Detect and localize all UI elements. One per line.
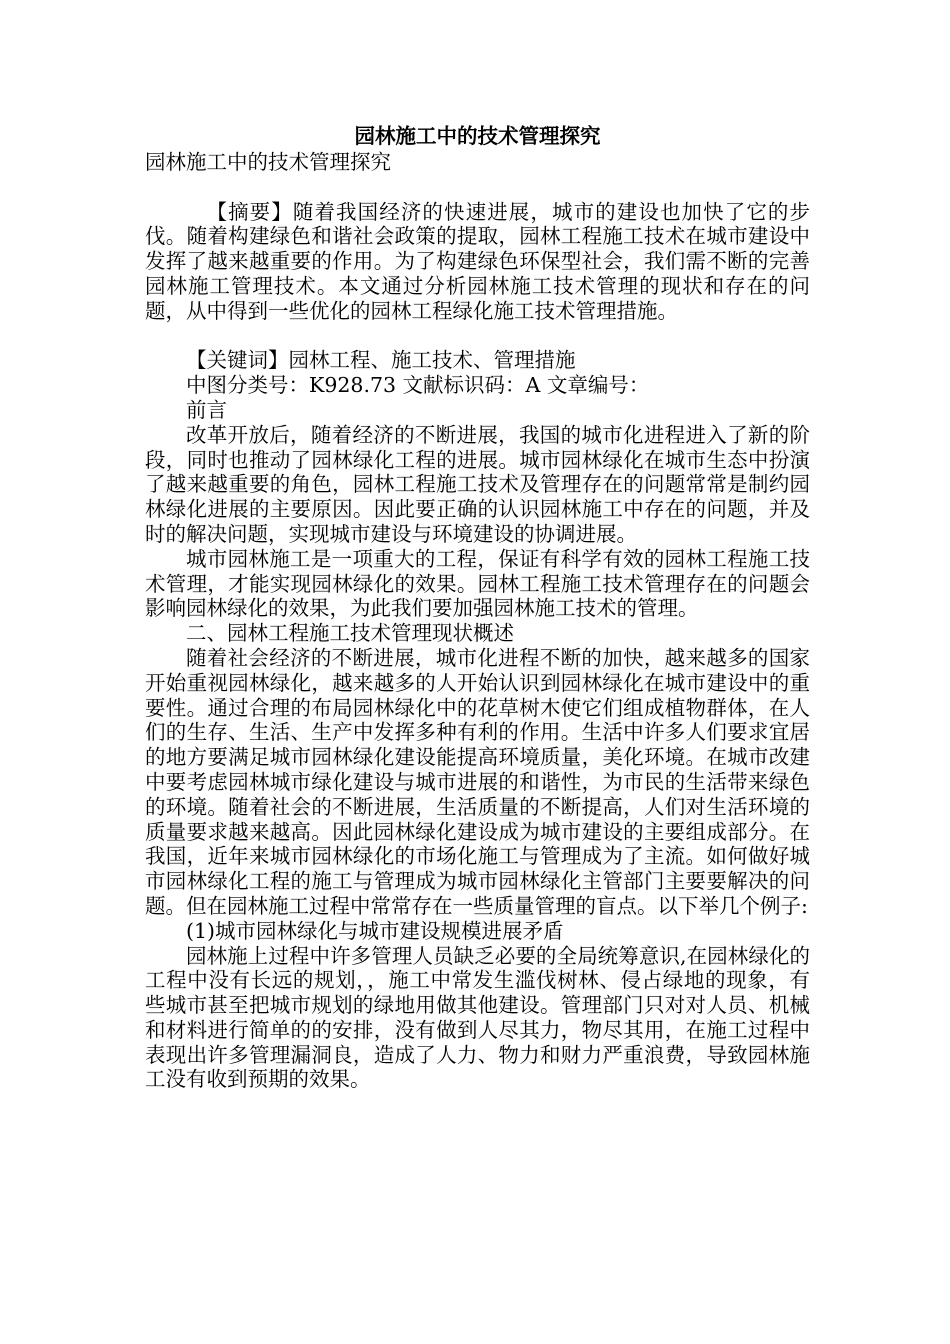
preface-heading: 前言 bbox=[186, 397, 227, 422]
section-heading: 二、园林工程施工技术管理现状概述 bbox=[186, 621, 514, 646]
document-subtitle: 园林施工中的技术管理探究 bbox=[145, 150, 391, 174]
body-paragraph: 城市园林施工是一项重大的工程，保证有科学有效的园林工程施工技术管理，才能实现园林绿化的效果。园林工程施工技术管理存在的问题会影响园林绿化的效果，为此我们要加强园林施工技术的管理。 bbox=[145, 546, 810, 621]
body-paragraph: 改革开放后，随着经济的不断进展，我国的城市化进程进入了新的阶段，同时也推动了园林绿化工程的进展。城市园林绿化在城市生态中扮演了越来越重要的角色，园林工程施工技术及管理存在的问题常常是制约园林绿化进展的主要原因。因此要正确的认识园林施工中存在的问题，并及时的解决问题，实现城市建设与环境建设的协调进展。 bbox=[145, 422, 810, 546]
document-title: 园林施工中的技术管理探究 bbox=[354, 124, 601, 148]
blank-line bbox=[145, 175, 810, 200]
body-paragraph: 园林施上过程中许多管理人员缺乏必要的全局统筹意识,在园林绿化的工程中没有长远的规划，，施工中常发生滥伐树林、侵占绿地的现象，有些城市甚至把城市规划的绿地用做其他建设。管理部门只对对人员、机械和材料进行简单的的安排，没有做到人尽其力，物尽其用，在施工过程中表现出许多管理漏洞良，造成了人力、物力和财力严重浪费，导致园林施工没有收到预期的效果。 bbox=[145, 943, 810, 1092]
abstract-paragraph: 【摘要】随着我国经济的快速进展，城市的建设也加快了它的步伐。随着构建绿色和谐社会政策的提取，园林工程施工技术在城市建设中发挥了越来越重要的作用。为了构建绿色环保型社会，我们需不断的完善园林施工管理技术。本文通过分析园林施工技术管理的现状和存在的问题，从中得到一些优化的园林工程绿化施工技术管理措施。 bbox=[145, 199, 810, 323]
keywords-line: 【关键词】园林工程、施工技术、管理措施 bbox=[186, 348, 576, 373]
blank-line bbox=[145, 324, 810, 349]
item-heading: (1)城市园林绿化与城市建设规模进展矛盾 bbox=[186, 918, 564, 943]
document-body bbox=[145, 122, 810, 1092]
body-paragraph: 随着社会经济的不断进展，城市化进程不断的加快，越来越多的国家开始重视园林绿化，越来越多的人开始认识到园林绿化在城市建设中的重要性。通过合理的布局园林绿化中的花草树木使它们组成植物群体，在人们的生存、生活、生产中发挥多种有利的作用。生活中许多人们要求宜居的地方要满足城市园林绿化建设能提高环境质量，美化环境。在城市改建中要考虑园林城市绿化建设与城市进展的和谐性，为市民的生活带来绿色的环境。随着社会的不断进展，生活质量的不断提高，人们对生活环境的质量要求越来越高。因此园林绿化建设成为城市建设的主要组成部分。在我国，近年来城市园林绿化的市场化施工与管理成为了主流。如何做好城市园林绿化工程的施工与管理成为城市园林绿化主管部门主要要解决的问题。但在园林施工过程中常常存在一些质量管理的盲点。以下举几个例子: bbox=[145, 645, 810, 918]
classification-line: 中图分类号：K928.73 文献标识码：A 文章编号： bbox=[186, 373, 650, 398]
